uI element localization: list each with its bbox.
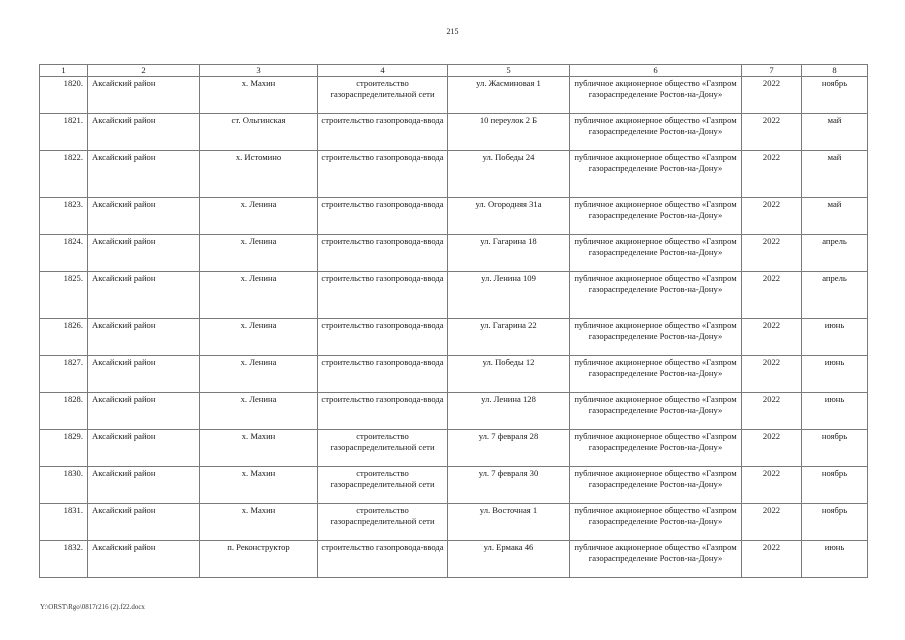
- address-cell: ул. Восточная 1: [448, 504, 570, 541]
- month-cell: май: [802, 198, 868, 235]
- table-row: [40, 504, 868, 541]
- work-type-cell: строительство газораспределительной сети: [318, 467, 448, 504]
- col-header-2: 2: [88, 65, 200, 77]
- row-number-cell: 1825.: [40, 272, 88, 319]
- locality-cell: х. Ленина: [200, 319, 318, 356]
- month-cell: июнь: [802, 541, 868, 578]
- locality-cell: ст. Ольгинская: [200, 114, 318, 151]
- table-row: [40, 151, 868, 198]
- organization-cell: публичное акционерное общество «Газпром газораспределение Ростов-на-Дону»: [570, 504, 742, 541]
- registry-table: [39, 64, 868, 578]
- year-cell: 2022: [742, 504, 802, 541]
- address-cell: ул. 7 февраля 30: [448, 467, 570, 504]
- year-cell: 2022: [742, 198, 802, 235]
- table-row: [40, 430, 868, 467]
- table-row: [40, 114, 868, 151]
- work-type-cell: строительство газопровода-ввода: [318, 272, 448, 319]
- month-cell: июнь: [802, 319, 868, 356]
- work-type-cell: строительство газораспределительной сети: [318, 77, 448, 114]
- col-header-6: 6: [570, 65, 742, 77]
- month-cell: ноябрь: [802, 504, 868, 541]
- table-row: [40, 198, 868, 235]
- district-cell: Аксайский район: [88, 393, 200, 430]
- address-cell: ул. Ермака 46: [448, 541, 570, 578]
- organization-cell: публичное акционерное общество «Газпром газораспределение Ростов-на-Дону»: [570, 235, 742, 272]
- row-number-cell: 1824.: [40, 235, 88, 272]
- district-cell: Аксайский район: [88, 356, 200, 393]
- locality-cell: х. Истомино: [200, 151, 318, 198]
- row-number-cell: 1829.: [40, 430, 88, 467]
- organization-cell: публичное акционерное общество «Газпром газораспределение Ростов-на-Дону»: [570, 541, 742, 578]
- organization-cell: публичное акционерное общество «Газпром газораспределение Ростов-на-Дону»: [570, 467, 742, 504]
- district-cell: Аксайский район: [88, 319, 200, 356]
- table-row: [40, 393, 868, 430]
- address-cell: ул. Ленина 128: [448, 393, 570, 430]
- row-number-cell: 1827.: [40, 356, 88, 393]
- row-number-cell: 1832.: [40, 541, 88, 578]
- locality-cell: х. Махин: [200, 430, 318, 467]
- district-cell: Аксайский район: [88, 272, 200, 319]
- district-cell: Аксайский район: [88, 77, 200, 114]
- col-header-4: 4: [318, 65, 448, 77]
- year-cell: 2022: [742, 356, 802, 393]
- district-cell: Аксайский район: [88, 504, 200, 541]
- header-row: [40, 65, 868, 77]
- table-row: [40, 319, 868, 356]
- row-number-cell: 1822.: [40, 151, 88, 198]
- row-number-cell: 1821.: [40, 114, 88, 151]
- month-cell: ноябрь: [802, 467, 868, 504]
- address-cell: ул. Гагарина 18: [448, 235, 570, 272]
- district-cell: Аксайский район: [88, 467, 200, 504]
- year-cell: 2022: [742, 393, 802, 430]
- organization-cell: публичное акционерное общество «Газпром газораспределение Ростов-на-Дону»: [570, 77, 742, 114]
- year-cell: 2022: [742, 114, 802, 151]
- district-cell: Аксайский район: [88, 114, 200, 151]
- month-cell: июнь: [802, 393, 868, 430]
- address-cell: ул. Победы 12: [448, 356, 570, 393]
- locality-cell: п. Реконструктор: [200, 541, 318, 578]
- table-row: [40, 235, 868, 272]
- address-cell: ул. Жасминовая 1: [448, 77, 570, 114]
- address-cell: ул. Гагарина 22: [448, 319, 570, 356]
- district-cell: Аксайский район: [88, 430, 200, 467]
- year-cell: 2022: [742, 467, 802, 504]
- work-type-cell: строительство газораспределительной сети: [318, 430, 448, 467]
- col-header-8: 8: [802, 65, 868, 77]
- year-cell: 2022: [742, 430, 802, 467]
- month-cell: апрель: [802, 272, 868, 319]
- district-cell: Аксайский район: [88, 235, 200, 272]
- row-number-cell: 1820.: [40, 77, 88, 114]
- row-number-cell: 1823.: [40, 198, 88, 235]
- year-cell: 2022: [742, 151, 802, 198]
- table-body: [40, 77, 868, 578]
- month-cell: май: [802, 151, 868, 198]
- locality-cell: х. Махин: [200, 467, 318, 504]
- organization-cell: публичное акционерное общество «Газпром газораспределение Ростов-на-Дону»: [570, 272, 742, 319]
- row-number-cell: 1830.: [40, 467, 88, 504]
- row-number-cell: 1826.: [40, 319, 88, 356]
- col-header-3: 3: [200, 65, 318, 77]
- address-cell: ул. Ленина 109: [448, 272, 570, 319]
- organization-cell: публичное акционерное общество «Газпром газораспределение Ростов-на-Дону»: [570, 151, 742, 198]
- organization-cell: публичное акционерное общество «Газпром газораспределение Ростов-на-Дону»: [570, 198, 742, 235]
- year-cell: 2022: [742, 77, 802, 114]
- locality-cell: х. Махин: [200, 504, 318, 541]
- organization-cell: публичное акционерное общество «Газпром газораспределение Ростов-на-Дону»: [570, 393, 742, 430]
- row-number-cell: 1831.: [40, 504, 88, 541]
- table-row: [40, 467, 868, 504]
- work-type-cell: строительство газопровода-ввода: [318, 235, 448, 272]
- year-cell: 2022: [742, 272, 802, 319]
- work-type-cell: строительство газопровода-ввода: [318, 319, 448, 356]
- month-cell: ноябрь: [802, 430, 868, 467]
- page-number: 215: [446, 27, 459, 36]
- locality-cell: х. Ленина: [200, 356, 318, 393]
- locality-cell: х. Махин: [200, 77, 318, 114]
- district-cell: Аксайский район: [88, 151, 200, 198]
- month-cell: май: [802, 114, 868, 151]
- work-type-cell: строительство газопровода-ввода: [318, 151, 448, 198]
- year-cell: 2022: [742, 319, 802, 356]
- organization-cell: публичное акционерное общество «Газпром газораспределение Ростов-на-Дону»: [570, 114, 742, 151]
- organization-cell: публичное акционерное общество «Газпром газораспределение Ростов-на-Дону»: [570, 356, 742, 393]
- address-cell: ул. 7 февраля 28: [448, 430, 570, 467]
- district-cell: Аксайский район: [88, 198, 200, 235]
- work-type-cell: строительство газопровода-ввода: [318, 114, 448, 151]
- year-cell: 2022: [742, 541, 802, 578]
- locality-cell: х. Ленина: [200, 198, 318, 235]
- col-header-7: 7: [742, 65, 802, 77]
- work-type-cell: строительство газопровода-ввода: [318, 198, 448, 235]
- year-cell: 2022: [742, 235, 802, 272]
- table-row: [40, 541, 868, 578]
- district-cell: Аксайский район: [88, 541, 200, 578]
- month-cell: апрель: [802, 235, 868, 272]
- address-cell: ул. Огородняя 31а: [448, 198, 570, 235]
- table-row: [40, 272, 868, 319]
- work-type-cell: строительство газопровода-ввода: [318, 541, 448, 578]
- locality-cell: х. Ленина: [200, 272, 318, 319]
- col-header-1: 1: [40, 65, 88, 77]
- organization-cell: публичное акционерное общество «Газпром газораспределение Ростов-на-Дону»: [570, 430, 742, 467]
- organization-cell: публичное акционерное общество «Газпром газораспределение Ростов-на-Дону»: [570, 319, 742, 356]
- address-cell: ул. Победы 24: [448, 151, 570, 198]
- col-header-5: 5: [448, 65, 570, 77]
- month-cell: ноябрь: [802, 77, 868, 114]
- address-cell: 10 переулок 2 Б: [448, 114, 570, 151]
- locality-cell: х. Ленина: [200, 235, 318, 272]
- table-row: [40, 77, 868, 114]
- table-row: [40, 356, 868, 393]
- month-cell: июнь: [802, 356, 868, 393]
- work-type-cell: строительство газопровода-ввода: [318, 393, 448, 430]
- row-number-cell: 1828.: [40, 393, 88, 430]
- locality-cell: х. Ленина: [200, 393, 318, 430]
- work-type-cell: строительство газопровода-ввода: [318, 356, 448, 393]
- file-path-footer: Y:\ORST\Rgo\0817r216 (2).f22.docx: [40, 603, 145, 611]
- work-type-cell: строительство газораспределительной сети: [318, 504, 448, 541]
